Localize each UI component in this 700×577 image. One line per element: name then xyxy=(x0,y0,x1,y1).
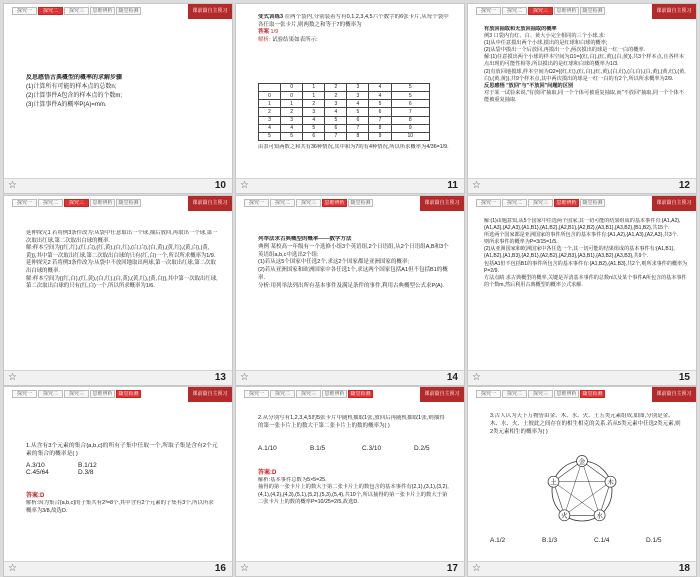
nav-tab: 探究三 xyxy=(64,390,89,398)
example-text: 典例 某校高一年级有一个选修小组3个英语组,2个日语组,从2个日语组A,B和3个英语组a,b,c中选出2个组: xyxy=(258,243,449,258)
option-b: B.1/5 xyxy=(310,445,326,452)
solution-line: 所选两个国家都是亚洲国家的事件所包含的基本事件有:{A1,A2},{A1,A3},{A2,A3},共3个. xyxy=(484,232,679,239)
table-cell: 3 xyxy=(347,92,369,100)
star-line xyxy=(564,461,582,515)
table-cell: 1 xyxy=(281,100,303,108)
svg-text:金: 金 xyxy=(578,457,586,466)
nav-tab: 探究二 xyxy=(502,390,527,398)
table-header-cell: 4 xyxy=(369,84,391,92)
table-cell: 2 xyxy=(303,100,325,108)
svg-text:水: 水 xyxy=(596,511,603,520)
nav-tab: 思维辨析 xyxy=(90,7,115,15)
solution-line: 则所求事件的概率为P=3/15=1/5. xyxy=(484,239,558,246)
svg-text:木: 木 xyxy=(607,478,614,486)
question-2: (2)若从亚洲国家和欧洲国家中各任选1个,求这两个国家包括A1但不包括B1的概率. xyxy=(258,267,448,281)
slide-nav-tabs xyxy=(476,390,606,399)
solution-1: 解:(1)任意摸出两个小球的样本空间为Ω1={(红,白),(红,黄),(白,黄)},共3个样本点,且各样本点出现的可能性相等,所以摸出的是红球和白球的概率为1/3. xyxy=(484,54,685,68)
analysis-text: 试验结果如表所示: xyxy=(272,36,318,43)
element-node-shui xyxy=(594,510,605,521)
table-cell: 1 xyxy=(259,100,281,108)
star-icon: ☆ xyxy=(240,563,249,574)
table-cell: 4 xyxy=(281,124,303,132)
table-cell: 3 xyxy=(259,116,281,124)
slide-content xyxy=(468,4,696,178)
table-cell: 2 xyxy=(259,108,281,116)
table-cell: 7 xyxy=(391,108,429,116)
analysis-text: 解析:基本事件总数为5×5=25. xyxy=(258,477,327,483)
step-line: (3)计算事件A的概率P(A)=m/n. xyxy=(26,102,107,108)
reflect-text: 对于某一试验来说,"有放回"抽取,同一个个体可被重复抽取,而"不放回"抽取,同一个个体不能被重复抽取. xyxy=(484,89,684,103)
star-icon: ☆ xyxy=(240,180,249,191)
slide-nav-tabs xyxy=(12,199,142,208)
table-cell: 5 xyxy=(259,132,281,140)
option-b: B.1/12 xyxy=(78,462,97,469)
nav-tab: 探究二 xyxy=(38,390,63,398)
solution-line: 包括A1但不包括B1的事件所包含的基本事件有:{A1,B2},{A1,B3},共2个,则所求事件的概率为P=2/9. xyxy=(484,260,688,274)
answer-value: 1/9 xyxy=(270,29,279,35)
table-cell: 6 xyxy=(303,132,325,140)
question-text: 1.从含有3个元素的集合{a,b,c}的所有子集中任取一个,所取子集是含有2个元素的集合的概率是( ) xyxy=(26,443,218,458)
solution-2: (2)有放回地摸球,样本空间为Ω2={(红,红),(红,白),(红,黄),(白,红),(白,白),(白,黄),(黄,红),(黄,白),(黄,黄)},共9个样本点,其中两次摸出的球是一红一白的有2个,所以所求概率为2/9. xyxy=(484,68,686,82)
corner-label: 课前篇自主预习 xyxy=(420,387,464,402)
table-row xyxy=(259,108,430,116)
nav-tab-active: 探究三 xyxy=(64,199,89,207)
nav-tab-active: 思维辨析 xyxy=(554,199,579,207)
table-cell: 6 xyxy=(325,124,347,132)
table-cell: 0 xyxy=(281,92,303,100)
corner-label: 课前篇自主预习 xyxy=(188,196,232,211)
nav-tab-active: 探究二 xyxy=(38,7,63,15)
corner-label: 课前篇自主预习 xyxy=(188,4,232,19)
step-line: (2)计算事件A包含的样本点的个数m; xyxy=(26,93,123,99)
table-cell: 3 xyxy=(281,116,303,124)
slide-content xyxy=(468,387,696,561)
nav-tab: 探究一 xyxy=(476,7,501,15)
table-cell: 5 xyxy=(369,100,391,108)
section-heading: 列举法求古典概型的概率——数学方法 xyxy=(258,236,352,242)
table-cell: 3 xyxy=(325,100,347,108)
option-c: C.3/10 xyxy=(362,445,382,452)
table-cell: 8 xyxy=(369,124,391,132)
table-cell: 7 xyxy=(369,116,391,124)
table-cell: 10 xyxy=(391,132,429,140)
nav-tab: 探究三 xyxy=(528,390,553,398)
slide-nav-tabs xyxy=(244,390,374,399)
table-cell: 3 xyxy=(303,108,325,116)
solution-1: 解:样本空间为{(红,红),(红,白),(红,黄),(白,红),(白,白),(白,黄),(黄,红),(黄,白),(黄,黄)},其中第一次取出红球,第二次取出白球的只有(红,白)一个,所以所求概率为1/9. xyxy=(26,245,216,259)
slide-nav-tabs xyxy=(244,199,374,208)
table-cell: 6 xyxy=(369,108,391,116)
corner-label: 课前篇自主预习 xyxy=(188,387,232,402)
question-text: 3.古人认为天下万物皆由金、木、水、火、土五类元素组成,如图,分别是金、木、水、火、土彼此之间存在的相生相克的关系.若从5类元素中任选2类元素,则2类元素相生的概率为( ) xyxy=(490,413,681,435)
nav-tab: 随堂检测 xyxy=(116,7,141,15)
nav-tab: 随堂检测 xyxy=(348,199,373,207)
table-row xyxy=(259,124,430,132)
table-header-cell: 5 xyxy=(391,84,429,92)
corner-label: 课前篇自主预习 xyxy=(652,4,696,19)
element-node-mu xyxy=(605,476,616,487)
corner-label: 课前篇自主预习 xyxy=(652,196,696,211)
slide-footer xyxy=(468,178,696,193)
table-cell: 6 xyxy=(391,100,429,108)
nav-tab: 随堂检测 xyxy=(116,199,141,207)
nav-tab: 探究二 xyxy=(38,199,63,207)
analysis-text: 分析:用列举法列出所有基本事件及满足条件的事件,利用古典概型公式求P(A). xyxy=(258,282,445,289)
slide-nav-tabs xyxy=(476,7,606,16)
slide-nav-tabs xyxy=(12,7,142,16)
slide-thumbnail-11[interactable] xyxy=(236,4,464,193)
star-icon: ☆ xyxy=(472,563,481,574)
slide-number: 18 xyxy=(678,563,690,574)
nav-tab: 探究三 xyxy=(296,390,321,398)
sum-table xyxy=(258,83,430,141)
corner-label: 课前篇自主预习 xyxy=(420,196,464,211)
table-header-cell xyxy=(259,84,281,92)
example-text: 例3 口袋内有红、白、黄大小完全相同的三个小球,求: xyxy=(484,33,606,40)
solution-line: 解:(1)由题意知,从5个国家中任选两个国家,其一切可能的结果组成的基本事件有:{A1,A2},{A1,A3},{A2,A3},{A1,B1},{A1,B2},{A2,B1},{A2,B2},{A3,B1},{A3,B2},{B1,B2},共15个. xyxy=(484,218,681,232)
table-cell: 5 xyxy=(325,116,347,124)
slide-content xyxy=(236,196,464,370)
slide-thumbnail-13[interactable] xyxy=(4,196,232,385)
table-cell: 4 xyxy=(259,124,281,132)
nav-tab: 探究一 xyxy=(476,390,501,398)
question-1: (1)从中任意摸出两个小球,摸出的是红球和白球的概率; xyxy=(484,40,608,47)
element-node-jin xyxy=(577,456,588,467)
slide-number: 13 xyxy=(214,372,226,383)
nav-tab: 探究三 xyxy=(528,199,553,207)
table-cell: 4 xyxy=(303,116,325,124)
answer-label: 答案: xyxy=(26,493,40,499)
answer-label: 答案 xyxy=(258,29,270,35)
table-cell: 9 xyxy=(369,132,391,140)
reflect-title: 反思感悟 "放回"与"不放回"问题的区别 xyxy=(484,82,574,89)
answer-label: 答案: xyxy=(258,470,272,476)
slide-thumbnail-14[interactable] xyxy=(236,196,464,385)
nav-tab-active: 随堂检测 xyxy=(116,390,141,398)
table-cell: 6 xyxy=(347,116,369,124)
solution-line: (2)从亚洲国家和欧洲国家中各任选一个,其一切可能的结果组成的基本事件有:{A1,B1},{A1,B2},{A1,B3},{A2,B1},{A2,B2},{A2,B3},{A3,B1},{A3,B2},{A3,B3},共9个. xyxy=(484,246,675,260)
nav-tab: 探究二 xyxy=(502,199,527,207)
answer-value: D xyxy=(272,470,277,476)
slide-number: 15 xyxy=(678,372,690,383)
nav-tab: 探究二 xyxy=(270,390,295,398)
slide-footer xyxy=(236,561,464,576)
slide-thumbnail-17[interactable] xyxy=(236,387,464,576)
star-icon: ☆ xyxy=(8,180,17,191)
nav-tab: 思维辨析 xyxy=(90,199,115,207)
slide-content xyxy=(4,4,232,178)
table-header-cell: 3 xyxy=(347,84,369,92)
slide-content xyxy=(4,387,232,561)
table-header-row xyxy=(259,84,430,92)
table-cell: 2 xyxy=(325,92,347,100)
nav-tab-active: 探究三 xyxy=(528,7,553,15)
nav-tab-active: 随堂检测 xyxy=(348,390,373,398)
table-cell: 4 xyxy=(369,92,391,100)
star-icon: ☆ xyxy=(8,372,17,383)
nav-tab: 思维辨析 xyxy=(322,390,347,398)
slide-content xyxy=(468,196,696,370)
nav-tab: 思维辨析 xyxy=(554,7,579,15)
star-line xyxy=(582,461,600,515)
nav-tab-active: 随堂检测 xyxy=(580,390,605,398)
table-cell: 0 xyxy=(259,92,281,100)
section-heading: 有放回抽取和无放回抽取的概率 xyxy=(484,26,557,32)
nav-tab: 探究一 xyxy=(12,7,37,15)
slide-footer xyxy=(468,370,696,385)
slide-footer xyxy=(236,178,464,193)
option-a: A.1/10 xyxy=(258,445,277,452)
nav-tab: 探究三 xyxy=(296,199,321,207)
nav-tab: 随堂检测 xyxy=(580,199,605,207)
question-text: 2.从分别写有1,2,3,4,5的5张卡片中随机抽取1张,放回后再随机抽取1张,则抽得的第一张卡片上的数大于第二张卡片上的数的概率为( ) xyxy=(258,415,445,429)
conclusion-text: 由表可知两数之和共有36种情况,其中和为7的有4种情况,所以所求概率为4/36=1/9. xyxy=(258,144,449,150)
table-header-cell: 1 xyxy=(303,84,325,92)
nav-tab: 探究一 xyxy=(12,199,37,207)
option-d: D.3/8 xyxy=(78,469,94,476)
slide-thumbnail-15[interactable] xyxy=(468,196,696,385)
slide-nav-tabs xyxy=(476,199,606,208)
svg-text:火: 火 xyxy=(561,511,568,520)
five-elements-diagram xyxy=(540,449,624,531)
table-cell: 4 xyxy=(325,108,347,116)
slide-number: 16 xyxy=(214,563,226,574)
option-c: C.1/4 xyxy=(594,537,610,544)
nav-tab: 探究一 xyxy=(244,390,269,398)
star-icon: ☆ xyxy=(240,372,249,383)
table-cell: 7 xyxy=(325,132,347,140)
svg-text:土: 土 xyxy=(550,478,557,486)
table-row xyxy=(259,92,430,100)
reflect-title: 反思感悟古典概型的概率的求解步骤 xyxy=(26,75,123,81)
solution-2: 解:样本空间为{(红,白),(红,黄),(白,红),(白,黄),(黄,红),(黄,白)},其中第一次取出红球,第二次取出白球的只有(红,白)一个,所以所求概率为1/6. xyxy=(26,275,218,290)
nav-tab: 探究一 xyxy=(12,390,37,398)
nav-tab: 探究一 xyxy=(244,199,269,207)
method-note: 方法点睛 求古典概型的概率,关键是弄清基本事件的总数n以及某个事件A所包含的基本事件的个数m,然后利用古典概型的概率公式求解. xyxy=(484,274,687,288)
nav-tab: 探究二 xyxy=(502,7,527,15)
slide-thumbnail-10[interactable] xyxy=(4,4,232,193)
option-a: A.1/2 xyxy=(490,537,506,544)
element-node-huo xyxy=(559,510,570,521)
analysis-detail: 抽得的第一张卡片上的数大于第二张卡片上的数包含的基本事件有(2,1),(3,1),(3,2),(4,1),(4,2),(4,3),(5,1),(5,2),(5,3),(5,4),共10个,所以抽得的第一张卡片上的数大于第二张卡片上的数的概率P=10/25=2/5,故选D. xyxy=(258,484,449,506)
element-node-tu xyxy=(548,476,559,487)
option-d: D.2/5 xyxy=(414,445,430,452)
table-header-cell: 0 xyxy=(281,84,303,92)
slide-footer xyxy=(4,561,232,576)
exercise-label: 变式训练3 xyxy=(258,14,284,20)
slide-content xyxy=(236,4,464,178)
star-icon: ☆ xyxy=(472,180,481,191)
table-cell: 8 xyxy=(347,132,369,140)
table-cell: 9 xyxy=(391,124,429,132)
nav-tab: 探究二 xyxy=(270,199,295,207)
table-header-cell: 2 xyxy=(325,84,347,92)
option-c: C.45/64 xyxy=(26,469,49,476)
slide-content xyxy=(236,387,464,561)
nav-tab: 探究三 xyxy=(64,7,89,15)
answer-value: D xyxy=(40,493,45,499)
slide-content xyxy=(4,196,232,370)
table-cell: 1 xyxy=(303,92,325,100)
slide-nav-tabs xyxy=(12,390,142,399)
slide-footer xyxy=(4,178,232,193)
table-cell: 7 xyxy=(347,124,369,132)
table-cell: 8 xyxy=(391,116,429,124)
table-cell: 5 xyxy=(347,108,369,116)
option-d: D.1/5 xyxy=(646,537,662,544)
table-cell: 2 xyxy=(281,108,303,116)
step-line: (1)计算所有可能的样本点的总数n; xyxy=(26,84,117,90)
question-2: (2)从袋中摸出一个后放回,再摸出一个,两次摸出的球是一红一白的概率. xyxy=(484,47,646,54)
extension-2: 延伸探究2 若将例3条件改为:从袋中不放回地取出两球,第一次取出红球,第二次取出白球的概率. xyxy=(26,260,216,274)
table-cell: 5 xyxy=(281,132,303,140)
table-cell: 5 xyxy=(391,92,429,100)
slide-number: 10 xyxy=(214,180,226,191)
table-row xyxy=(259,100,430,108)
slide-number: 14 xyxy=(446,372,458,383)
slide-footer xyxy=(4,370,232,385)
table-row xyxy=(259,116,430,124)
option-b: B.1/3 xyxy=(542,537,558,544)
slide-footer xyxy=(468,561,696,576)
slide-number: 11 xyxy=(447,180,458,191)
question-1: (1)若从这5个国家中任选2个,求这2个国家都是亚洲国家的概率; xyxy=(258,259,409,266)
slide-number: 12 xyxy=(678,180,690,191)
analysis-label: 解析: xyxy=(258,36,271,43)
nav-tab-active: 思维辨析 xyxy=(322,199,347,207)
corner-label: 课前篇自主预习 xyxy=(652,387,696,402)
nav-tab: 探究一 xyxy=(476,199,501,207)
star-line xyxy=(564,482,610,516)
nav-tab: 随堂检测 xyxy=(580,7,605,15)
slide-thumbnail-18[interactable] xyxy=(468,387,696,576)
slide-number: 17 xyxy=(446,563,458,574)
slide-footer xyxy=(236,370,464,385)
nav-tab: 思维辨析 xyxy=(90,390,115,398)
star-icon: ☆ xyxy=(472,372,481,383)
table-row xyxy=(259,132,430,140)
slide-thumbnail-16[interactable] xyxy=(4,387,232,576)
star-icon: ☆ xyxy=(8,563,17,574)
option-a: A.3/10 xyxy=(26,462,45,469)
slide-thumbnail-12[interactable] xyxy=(468,4,696,193)
table-cell: 5 xyxy=(303,124,325,132)
exercise-question: 在两个袋内,分别装着写有0,1,2,3,4,5六个数字的6张卡片,从每个袋中各任取一张卡片,则两数之和等于7的概率为 xyxy=(258,14,449,28)
star-line xyxy=(554,482,600,516)
extension-1: 延伸探究1 若将例3条件改为:从袋中任意取出一个球,抽后放回,再取出一个球,第一次取出红球,第二次取出白球的概率. xyxy=(26,230,218,244)
table-cell: 4 xyxy=(347,100,369,108)
nav-tab: 思维辨析 xyxy=(554,390,579,398)
analysis-text: 解析:因为集合{a,b,c}的子集共有2³=8个,其中含有2个元素的子集有3个,所以所求概率为3/8,故选D. xyxy=(26,500,214,514)
